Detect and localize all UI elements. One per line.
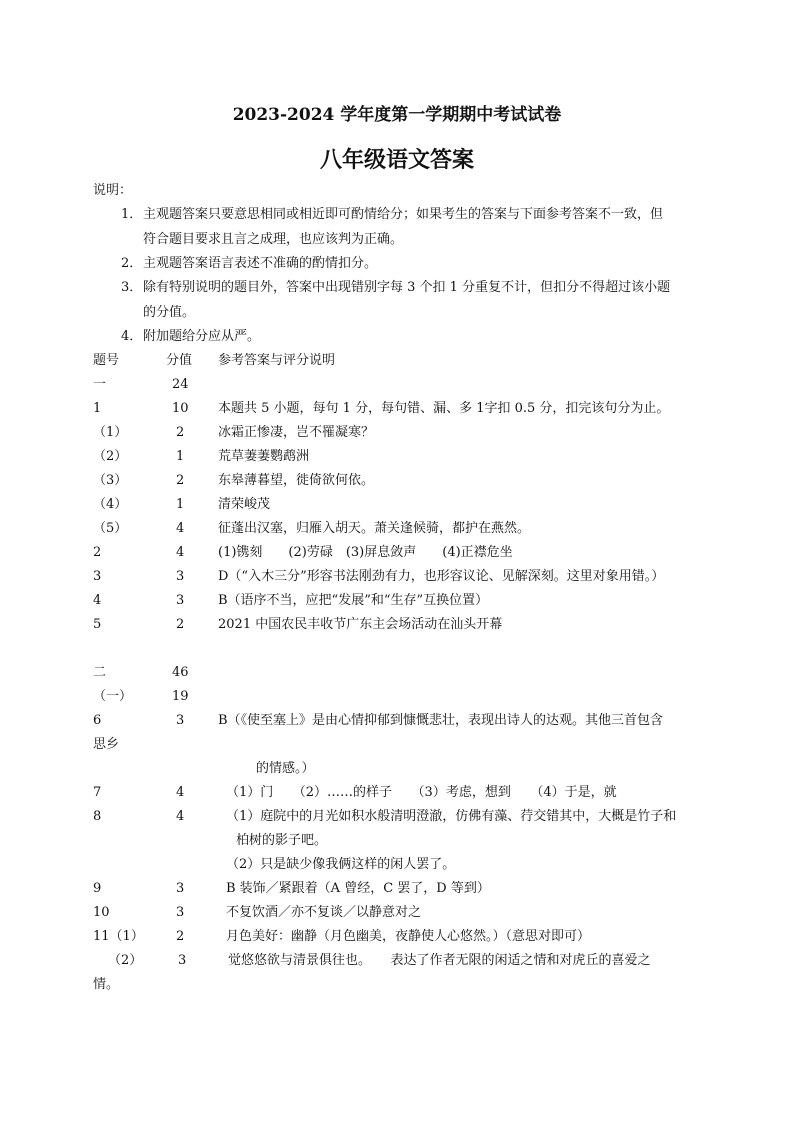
answer-text: B（语序不当，应把“发展”和“生存”互换位置） — [218, 593, 489, 608]
score: 4 — [176, 545, 185, 560]
question-number: （3） — [93, 473, 128, 488]
answer-text: 清荣峻茂 — [218, 497, 271, 512]
question-number: （2） — [93, 449, 128, 464]
question-number: 3 — [93, 569, 102, 584]
question-number: （4） — [93, 497, 128, 512]
question-number: 一 — [93, 377, 107, 392]
score: 24 — [172, 377, 189, 392]
question-number: 1 — [93, 401, 102, 416]
question-number: 4 — [93, 593, 102, 608]
question-number: 9 — [93, 881, 102, 896]
score: 10 — [172, 401, 189, 416]
question-number: （1） — [93, 425, 128, 440]
answer-text: B 装饰／紧跟着（A 曾经，C 罢了，D 等到） — [226, 881, 490, 896]
score: 2 — [176, 929, 185, 944]
answer-text: 东皋薄暮望，徙倚欲何依。 — [218, 473, 375, 488]
answer-text: （1）门 （2）……的样子 （3）考虑，想到 （4）于是，就 — [226, 785, 617, 800]
answer-text: 的情感。） — [256, 761, 315, 776]
question-number: 二 — [93, 665, 107, 680]
answer-text: 本题共 5 小题，每句 1 分，每句错、漏、多 1字扣 0.5 分，扣完该句分为止。 — [218, 401, 670, 416]
question-number: 2 — [93, 545, 102, 560]
question-number: （2） — [108, 953, 143, 968]
answer-text: （2）只是缺少像我俩这样的闲人罢了。 — [226, 857, 456, 872]
score: 3 — [178, 953, 187, 968]
score: 46 — [172, 665, 189, 680]
score: 4 — [176, 809, 185, 824]
answer-text: 柏树的影子吧。 — [236, 833, 328, 848]
header-answer: 参考答案与评分说明 — [218, 353, 336, 368]
answer-title: 八年级语文答案 — [319, 147, 474, 173]
note-number: 2． — [121, 256, 143, 271]
answer-text: 情。 — [93, 977, 120, 992]
answer-text: 不复饮酒／亦不复谈／以静意对之 — [226, 905, 422, 920]
answer-text: 荒草萋萋鹦鹉洲 — [218, 449, 310, 464]
score: 2 — [176, 425, 185, 440]
score: 2 — [176, 473, 185, 488]
answer-text: 思乡 — [93, 737, 120, 752]
question-number: 5 — [93, 617, 102, 632]
answer-text: 征蓬出汉塞，归雁入胡天。萧关逢候骑，都护在燕然。 — [218, 521, 531, 536]
question-number: 8 — [93, 809, 102, 824]
note-text: 附加题给分应从严。 — [143, 329, 261, 344]
question-number: 11（1） — [93, 929, 144, 944]
question-number: （5） — [93, 521, 128, 536]
score: 4 — [176, 785, 185, 800]
answer-text: 觉悠悠欲与清景俱往也。 表达了作者无限的闲适之情和对虎丘的喜爱之 — [228, 953, 651, 968]
score: 1 — [176, 497, 185, 512]
note-text: 主观题答案只要意思相同或相近即可酌情给分；如果考生的答案与下面参考答案不一致，但 — [143, 207, 664, 222]
note-text: 符合题目要求且言之成理，也应该判为正确。 — [143, 232, 404, 247]
header-question: 题号 — [93, 353, 120, 368]
score: 3 — [176, 569, 185, 584]
notes-heading: 说明： — [93, 183, 133, 198]
score: 3 — [176, 881, 185, 896]
answer-text: (1)镌刻 (2)劳碌 (3)屏息敛声 (4)正襟危坐 — [218, 545, 513, 560]
note-text: 的分值。 — [143, 305, 196, 320]
answer-text: （1）庭院中的月光如积水般清明澄澈，仿佛有藻、荇交错其中，大概是竹子和 — [226, 809, 677, 824]
exam-title: 2023-2024 学年度第一学期期中考试试卷 — [232, 105, 562, 125]
score: 3 — [176, 905, 185, 920]
note-text: 除有特别说明的题目外，答案中出现错别字每 3 个扣 1 分重复不计，但扣分不得超过该小题 — [143, 280, 671, 295]
score: 3 — [176, 593, 185, 608]
score: 4 — [176, 521, 185, 536]
score: 1 — [176, 449, 185, 464]
answer-text: 月色美好：幽静（月色幽美，夜静使人心悠然。）（意思对即可） — [226, 929, 591, 944]
note-text: 主观题答案语言表述不准确的酌情扣分。 — [143, 256, 378, 271]
score: 3 — [176, 713, 185, 728]
note-number: 1． — [121, 207, 143, 222]
score: 2 — [176, 617, 185, 632]
score: 19 — [172, 689, 189, 704]
answer-text: D（“入木三分”形容书法刚劲有力，也形容议论、见解深刻。这里对象用错。） — [218, 569, 665, 584]
answer-text: 2021 中国农民丰收节广东主会场活动在汕头开幕 — [218, 617, 503, 632]
question-number: 10 — [93, 905, 110, 920]
header-score: 分值 — [166, 353, 193, 368]
question-number: 6 — [93, 713, 102, 728]
note-number: 4． — [121, 329, 143, 344]
question-number: （一） — [93, 689, 133, 704]
question-number: 7 — [93, 785, 102, 800]
note-number: 3． — [121, 280, 143, 295]
answer-text: 冰霜正惨凄，岂不罹凝寒？ — [218, 425, 375, 440]
answer-text: B（《使至塞上》是由心情抑郁到慷慨悲壮，表现出诗人的达观。其他三首包含 — [218, 713, 664, 728]
